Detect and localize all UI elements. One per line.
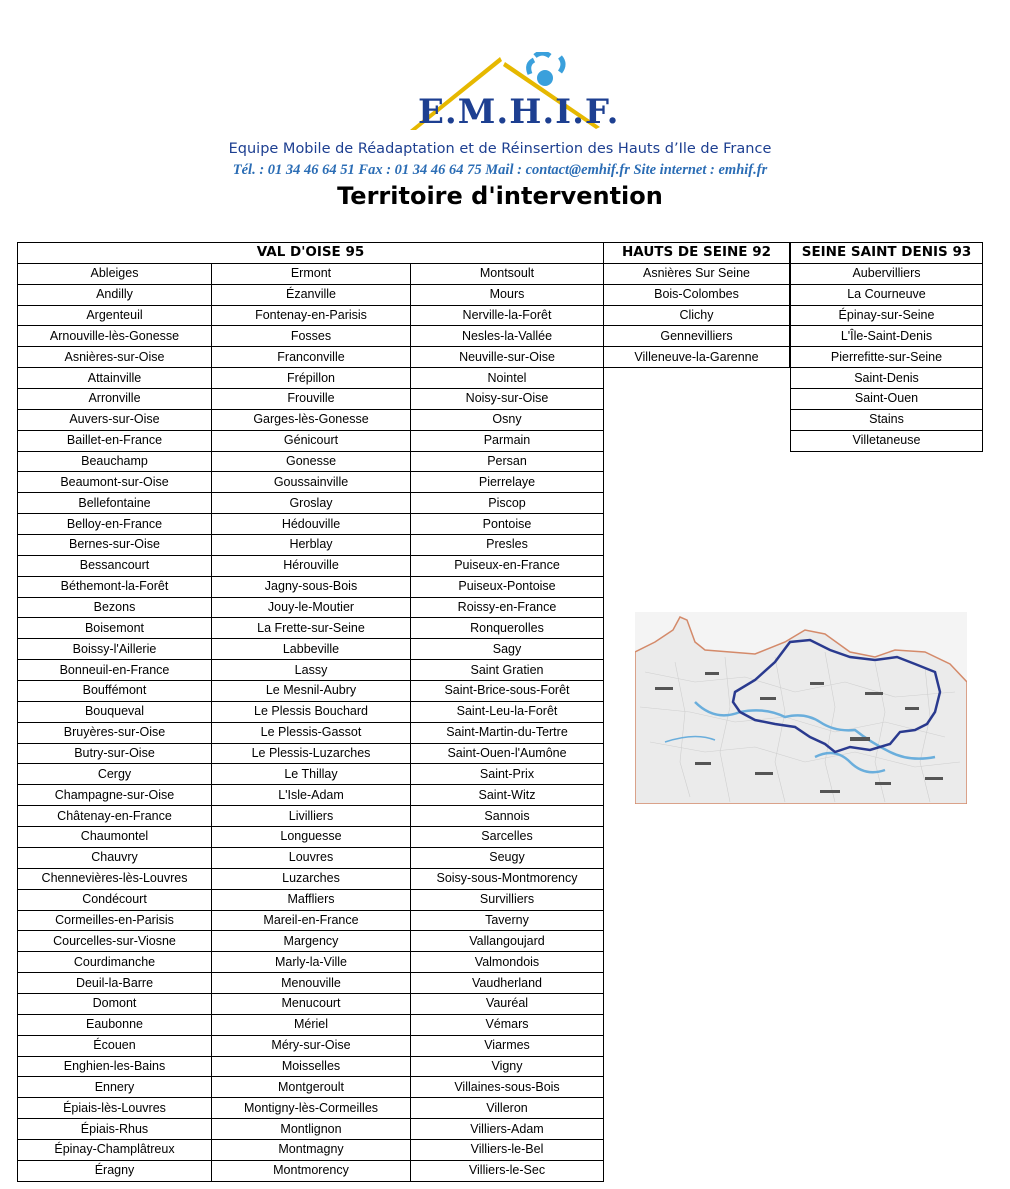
table-row <box>18 1119 604 1140</box>
commune-cell: Pontoise <box>411 514 604 535</box>
hauts-de-seine-body <box>604 263 790 367</box>
commune-cell: La Courneuve <box>791 284 983 305</box>
commune-cell: Vaudherland <box>411 973 604 994</box>
commune-cell: Saint-Brice-sous-Forêt <box>411 681 604 702</box>
commune-cell: Clichy <box>604 305 790 326</box>
table-row <box>18 1139 604 1160</box>
commune-cell: Menucourt <box>212 993 411 1014</box>
seine-saint-denis-body <box>791 263 983 451</box>
table-row <box>18 973 604 994</box>
table-row <box>18 326 604 347</box>
commune-cell: Montgeroult <box>212 1077 411 1098</box>
commune-cell: Villaines-sous-Bois <box>411 1077 604 1098</box>
commune-cell: Bernes-sur-Oise <box>18 535 212 556</box>
commune-cell: Le Plessis-Luzarches <box>212 743 411 764</box>
commune-cell: Épiais-lès-Louvres <box>18 1098 212 1119</box>
table-row <box>18 701 604 722</box>
table-row <box>18 660 604 681</box>
commune-cell: Enghien-les-Bains <box>18 1056 212 1077</box>
commune-cell: Frouville <box>212 389 411 410</box>
table-row <box>604 263 790 284</box>
commune-cell: Saint-Leu-la-Forêt <box>411 701 604 722</box>
table-row <box>18 284 604 305</box>
table-row <box>18 1035 604 1056</box>
commune-cell: Eaubonne <box>18 1014 212 1035</box>
commune-cell: Sarcelles <box>411 827 604 848</box>
table-row <box>18 451 604 472</box>
commune-cell: Bonneuil-en-France <box>18 660 212 681</box>
commune-cell: Noisy-sur-Oise <box>411 389 604 410</box>
commune-cell: Saint-Ouen-l'Aumône <box>411 743 604 764</box>
commune-cell: Bouqueval <box>18 701 212 722</box>
commune-cell: Presles <box>411 535 604 556</box>
commune-cell: Villiers-le-Sec <box>411 1160 604 1181</box>
commune-cell: Nointel <box>411 368 604 389</box>
commune-cell: L'Île-Saint-Denis <box>791 326 983 347</box>
commune-cell: Persan <box>411 451 604 472</box>
commune-cell: Vauréal <box>411 993 604 1014</box>
table-row <box>604 284 790 305</box>
table-row <box>18 347 604 368</box>
commune-cell: Villetaneuse <box>791 430 983 451</box>
commune-cell: Fontenay-en-Parisis <box>212 305 411 326</box>
table-row <box>18 618 604 639</box>
table-row <box>18 535 604 556</box>
commune-cell: Arronville <box>18 389 212 410</box>
commune-cell: Soisy-sous-Montmorency <box>411 868 604 889</box>
commune-cell: Béthemont-la-Forêt <box>18 576 212 597</box>
commune-cell: Bois-Colombes <box>604 284 790 305</box>
table-row <box>18 555 604 576</box>
commune-cell: Groslay <box>212 493 411 514</box>
commune-cell: Vallangoujard <box>411 931 604 952</box>
table-row <box>18 722 604 743</box>
seine-saint-denis-heading: SEINE SAINT DENIS 93 <box>791 243 983 264</box>
commune-cell: L'Isle-Adam <box>212 785 411 806</box>
organization-name: Equipe Mobile de Réadaptation et de Réinsertion des Hauts d’Ile de France <box>228 141 772 157</box>
commune-cell: Frépillon <box>212 368 411 389</box>
commune-cell: Bouffémont <box>18 681 212 702</box>
commune-cell: Chennevières-lès-Louvres <box>18 868 212 889</box>
val-doise-table <box>17 242 604 1182</box>
commune-cell: Génicourt <box>212 430 411 451</box>
commune-cell: Aubervilliers <box>791 263 983 284</box>
table-row <box>18 263 604 284</box>
commune-cell: Moisselles <box>212 1056 411 1077</box>
commune-cell: Courcelles-sur-Viosne <box>18 931 212 952</box>
commune-cell: Piscop <box>411 493 604 514</box>
commune-cell: Luzarches <box>212 868 411 889</box>
table-row <box>18 764 604 785</box>
commune-cell: Saint-Prix <box>411 764 604 785</box>
hauts-de-seine-heading: HAUTS DE SEINE 92 <box>604 243 790 264</box>
page-title: Territoire d'intervention <box>337 182 663 210</box>
commune-cell: Menouville <box>212 973 411 994</box>
commune-cell: Beauchamp <box>18 451 212 472</box>
table-row <box>18 931 604 952</box>
commune-cell: Survilliers <box>411 889 604 910</box>
commune-cell: Montmagny <box>212 1139 411 1160</box>
commune-cell: Pierrelaye <box>411 472 604 493</box>
commune-cell: Éragny <box>18 1160 212 1181</box>
table-row <box>18 785 604 806</box>
commune-cell: Montlignon <box>212 1119 411 1140</box>
commune-cell: Domont <box>18 993 212 1014</box>
commune-cell: Puiseux-en-France <box>411 555 604 576</box>
table-row <box>18 639 604 660</box>
commune-cell: Écouen <box>18 1035 212 1056</box>
commune-cell: Goussainville <box>212 472 411 493</box>
commune-cell: Maffliers <box>212 889 411 910</box>
table-row <box>18 1014 604 1035</box>
table-row <box>18 576 604 597</box>
commune-cell: Lassy <box>212 660 411 681</box>
commune-cell: Louvres <box>212 847 411 868</box>
val-doise-body <box>18 263 604 1181</box>
table-row <box>791 368 983 389</box>
commune-cell: Villiers-Adam <box>411 1119 604 1140</box>
commune-cell: Baillet-en-France <box>18 430 212 451</box>
commune-cell: Butry-sur-Oise <box>18 743 212 764</box>
commune-cell: Mours <box>411 284 604 305</box>
commune-cell: Boisemont <box>18 618 212 639</box>
commune-cell: Bezons <box>18 597 212 618</box>
commune-cell: Villiers-le-Bel <box>411 1139 604 1160</box>
commune-cell: Condécourt <box>18 889 212 910</box>
table-row <box>18 847 604 868</box>
table-row <box>18 868 604 889</box>
commune-cell: Arnouville-lès-Gonesse <box>18 326 212 347</box>
emhif-logo <box>410 52 620 132</box>
commune-cell: Mériel <box>212 1014 411 1035</box>
commune-cell: Champagne-sur-Oise <box>18 785 212 806</box>
table-row <box>18 993 604 1014</box>
table-row <box>604 305 790 326</box>
commune-cell: Valmondois <box>411 952 604 973</box>
table-row <box>18 1160 604 1181</box>
commune-cell: Chaumontel <box>18 827 212 848</box>
commune-cell: Montsoult <box>411 263 604 284</box>
commune-cell: Margency <box>212 931 411 952</box>
table-row <box>18 389 604 410</box>
commune-cell: Jagny-sous-Bois <box>212 576 411 597</box>
commune-cell: Andilly <box>18 284 212 305</box>
logo-text: E.M.H.I.F. <box>418 92 620 132</box>
commune-cell: Labbeville <box>212 639 411 660</box>
table-row <box>18 743 604 764</box>
commune-cell: Épinay-sur-Seine <box>791 305 983 326</box>
table-row <box>18 952 604 973</box>
commune-cell: Parmain <box>411 430 604 451</box>
table-row <box>791 389 983 410</box>
table-row <box>18 681 604 702</box>
commune-cell: Boissy-l'Aillerie <box>18 639 212 660</box>
commune-cell: Osny <box>411 409 604 430</box>
table-row <box>18 514 604 535</box>
commune-cell: Argenteuil <box>18 305 212 326</box>
commune-cell: Villeneuve-la-Garenne <box>604 347 790 368</box>
commune-cell: Neuville-sur-Oise <box>411 347 604 368</box>
commune-cell: Saint Gratien <box>411 660 604 681</box>
commune-cell: Cormeilles-en-Parisis <box>18 910 212 931</box>
table-row <box>18 910 604 931</box>
commune-cell: Longuesse <box>212 827 411 848</box>
commune-cell: Bellefontaine <box>18 493 212 514</box>
table-row <box>18 806 604 827</box>
contact-line: Tél. : 01 34 46 64 51 Fax : 01 34 46 64 75 Mail : contact@emhif.fr Site internet : emhif.fr <box>232 162 768 178</box>
commune-cell: Montigny-lès-Cormeilles <box>212 1098 411 1119</box>
hauts-de-seine-table <box>603 242 790 368</box>
commune-cell: Puiseux-Pontoise <box>411 576 604 597</box>
commune-cell: Courdimanche <box>18 952 212 973</box>
territory-map <box>635 612 967 804</box>
commune-cell: Ableiges <box>18 263 212 284</box>
table-row <box>18 305 604 326</box>
val-doise-heading: VAL D'OISE 95 <box>18 243 604 264</box>
commune-cell: Seugy <box>411 847 604 868</box>
table-row <box>18 368 604 389</box>
commune-cell: Cergy <box>18 764 212 785</box>
commune-cell: Montmorency <box>212 1160 411 1181</box>
commune-cell: Saint-Denis <box>791 368 983 389</box>
table-row <box>604 347 790 368</box>
commune-cell: Châtenay-en-France <box>18 806 212 827</box>
commune-cell: Bruyères-sur-Oise <box>18 722 212 743</box>
table-row <box>791 409 983 430</box>
table-row <box>18 409 604 430</box>
commune-cell: Viarmes <box>411 1035 604 1056</box>
table-row <box>18 493 604 514</box>
commune-cell: Saint-Ouen <box>791 389 983 410</box>
table-row <box>18 472 604 493</box>
commune-cell: Asnières Sur Seine <box>604 263 790 284</box>
commune-cell: Beaumont-sur-Oise <box>18 472 212 493</box>
commune-cell: Vigny <box>411 1056 604 1077</box>
commune-cell: Marly-la-Ville <box>212 952 411 973</box>
commune-cell: Le Mesnil-Aubry <box>212 681 411 702</box>
table-row <box>791 430 983 451</box>
commune-cell: Herblay <box>212 535 411 556</box>
commune-cell: Fosses <box>212 326 411 347</box>
commune-cell: Sagy <box>411 639 604 660</box>
table-row <box>791 263 983 284</box>
commune-cell: Le Plessis Bouchard <box>212 701 411 722</box>
commune-cell: Belloy-en-France <box>18 514 212 535</box>
commune-cell: Ézanville <box>212 284 411 305</box>
commune-cell: Sannois <box>411 806 604 827</box>
table-row <box>18 1077 604 1098</box>
table-row <box>791 347 983 368</box>
commune-cell: Bessancourt <box>18 555 212 576</box>
commune-cell: Pierrefitte-sur-Seine <box>791 347 983 368</box>
commune-cell: Ennery <box>18 1077 212 1098</box>
table-row <box>18 597 604 618</box>
table-row <box>18 430 604 451</box>
commune-cell: Roissy-en-France <box>411 597 604 618</box>
commune-cell: Épinay-Champlâtreux <box>18 1139 212 1160</box>
commune-cell: Vémars <box>411 1014 604 1035</box>
map-graphic <box>635 612 967 804</box>
commune-cell: Taverny <box>411 910 604 931</box>
table-row <box>791 284 983 305</box>
commune-cell: Ermont <box>212 263 411 284</box>
commune-cell: Gennevilliers <box>604 326 790 347</box>
commune-cell: Villeron <box>411 1098 604 1119</box>
commune-cell: Hédouville <box>212 514 411 535</box>
commune-cell: Livilliers <box>212 806 411 827</box>
commune-cell: Auvers-sur-Oise <box>18 409 212 430</box>
commune-cell: Franconville <box>212 347 411 368</box>
seine-saint-denis-table <box>790 242 983 452</box>
commune-cell: Gonesse <box>212 451 411 472</box>
table-row <box>791 305 983 326</box>
commune-cell: Attainville <box>18 368 212 389</box>
table-row <box>18 827 604 848</box>
table-row <box>604 326 790 347</box>
commune-cell: Jouy-le-Moutier <box>212 597 411 618</box>
commune-cell: Deuil-la-Barre <box>18 973 212 994</box>
commune-cell: Saint-Witz <box>411 785 604 806</box>
commune-cell: Asnières-sur-Oise <box>18 347 212 368</box>
commune-cell: Nesles-la-Vallée <box>411 326 604 347</box>
commune-cell: Saint-Martin-du-Tertre <box>411 722 604 743</box>
commune-cell: Ronquerolles <box>411 618 604 639</box>
commune-cell: Le Thillay <box>212 764 411 785</box>
commune-cell: Mareil-en-France <box>212 910 411 931</box>
commune-cell: Nerville-la-Forêt <box>411 305 604 326</box>
table-row <box>18 1056 604 1077</box>
commune-cell: Chauvry <box>18 847 212 868</box>
table-row <box>791 326 983 347</box>
table-row <box>18 889 604 910</box>
commune-cell: Épiais-Rhus <box>18 1119 212 1140</box>
commune-cell: Le Plessis-Gassot <box>212 722 411 743</box>
commune-cell: Hérouville <box>212 555 411 576</box>
commune-cell: Méry-sur-Oise <box>212 1035 411 1056</box>
commune-cell: Stains <box>791 409 983 430</box>
commune-cell: La Frette-sur-Seine <box>212 618 411 639</box>
commune-cell: Garges-lès-Gonesse <box>212 409 411 430</box>
table-row <box>18 1098 604 1119</box>
